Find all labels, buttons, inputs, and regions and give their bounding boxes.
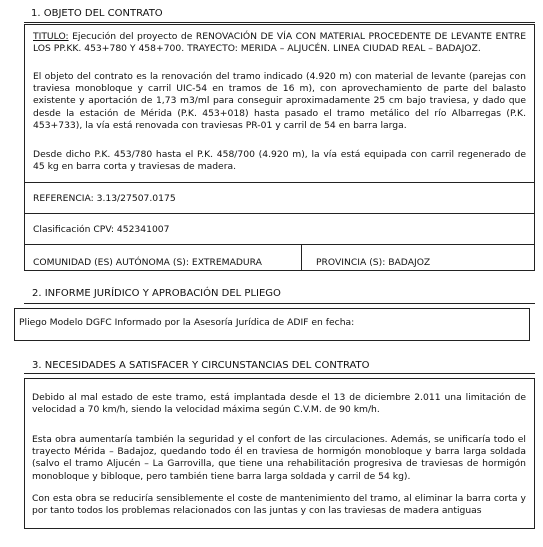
referencia-field: REFERENCIA: 3.13/27507.0175 — [33, 193, 176, 204]
track-paragraph: Desde dicho P.K. 453/780 hasta el P.K. 458/700 (4.920 m), la vía está equipada con carril regenerado de 45 kg en barra corta y traviesas de madera. — [33, 149, 526, 173]
cpv-field: Clasificación CPV: 452341007 — [33, 224, 170, 235]
section-2-divider — [24, 303, 535, 304]
needs-paragraph-2: Esta obra aumentaría también la seguridad y el confort de las circulaciones. Además, se unificaría todo el trayecto Mérida – Badajoz, quedando todo él en traviesa de hormigón monobloque y barra larga soldada (salvo el tramo Aljucén – La Garrovilla, que tiene una rehabilitación progresiva de traviesas de hormigón monobloque y bibloque, pero también tiene barra larga soldada y carril de 54 kg). — [32, 434, 526, 482]
provincia-field: PROVINCIA (S): BADAJOZ — [316, 257, 431, 268]
section-1-box — [24, 24, 535, 271]
pliego-text: Pliego Modelo DGFC Informado por la Asesoría Jurídica de ADIF en fecha: — [19, 317, 355, 328]
title-text: Ejecución del proyecto de RENOVACIÓN DE VÍA CON MATERIAL PROCEDENTE DE LEVANTE ENTRE LOS PP.KK. 453+780 Y 458+700. TRAYECTO: MERIDA – ALJUCÉN. LINEA CIUDAD REAL – BADAJOZ. — [33, 31, 527, 55]
section-2-box — [14, 308, 530, 341]
row-divider — [25, 244, 534, 245]
row-divider — [25, 182, 534, 183]
title-label: TITULO: — [33, 31, 69, 42]
row-divider — [25, 213, 534, 214]
section-3-divider — [24, 373, 535, 374]
section-3-heading: 3. NECESIDADES A SATISFACER Y CIRCUNSTANCIAS DEL CONTRATO — [32, 360, 370, 371]
needs-paragraph-1: Debido al mal estado de este tramo, está implantada desde el 13 de diciembre 2.011 una limitación de velocidad a 70 km/h, siendo la velocidad máxima según C.V.M. de 90 km/h. — [32, 392, 526, 416]
section-1-heading: 1. OBJETO DEL CONTRATO — [31, 8, 163, 19]
section-3-box — [24, 378, 535, 529]
needs-paragraph-3: Con esta obra se reduciría sensiblemente el coste de mantenimiento del tramo, al eliminar la barra corta y por tanto todos los problemas relacionados con las juntas y con las traviesas de madera antiguas — [32, 493, 526, 517]
section-1-divider — [24, 22, 535, 23]
comunidad-field: COMUNIDAD (ES) AUTÓNOMA (S): EXTREMADURA — [33, 257, 262, 268]
section-2-heading: 2. INFORME JURÍDICO Y APROBACIÓN DEL PLIEGO — [32, 288, 281, 299]
object-paragraph: El objeto del contrato es la renovación del tramo indicado (4.920 m) con material de levante (parejas con traviesa monobloque y carril UIC-54 en tramos de 16 m), con aprovechamiento de parte del balasto existente y aportación de 1,73 m3/ml para conseguir aproximadamente 25 cm bajo traviesa, y dado que desde la estación de Mérida (P.K. 453+018) hasta pasado el tramo metálico del río Albarregas (P.K. 453+733), la vía está renovada con traviesas PR-01 y carril de 54 en barra larga. — [33, 71, 526, 131]
cell-divider — [301, 244, 302, 271]
title-paragraph — [33, 31, 526, 55]
